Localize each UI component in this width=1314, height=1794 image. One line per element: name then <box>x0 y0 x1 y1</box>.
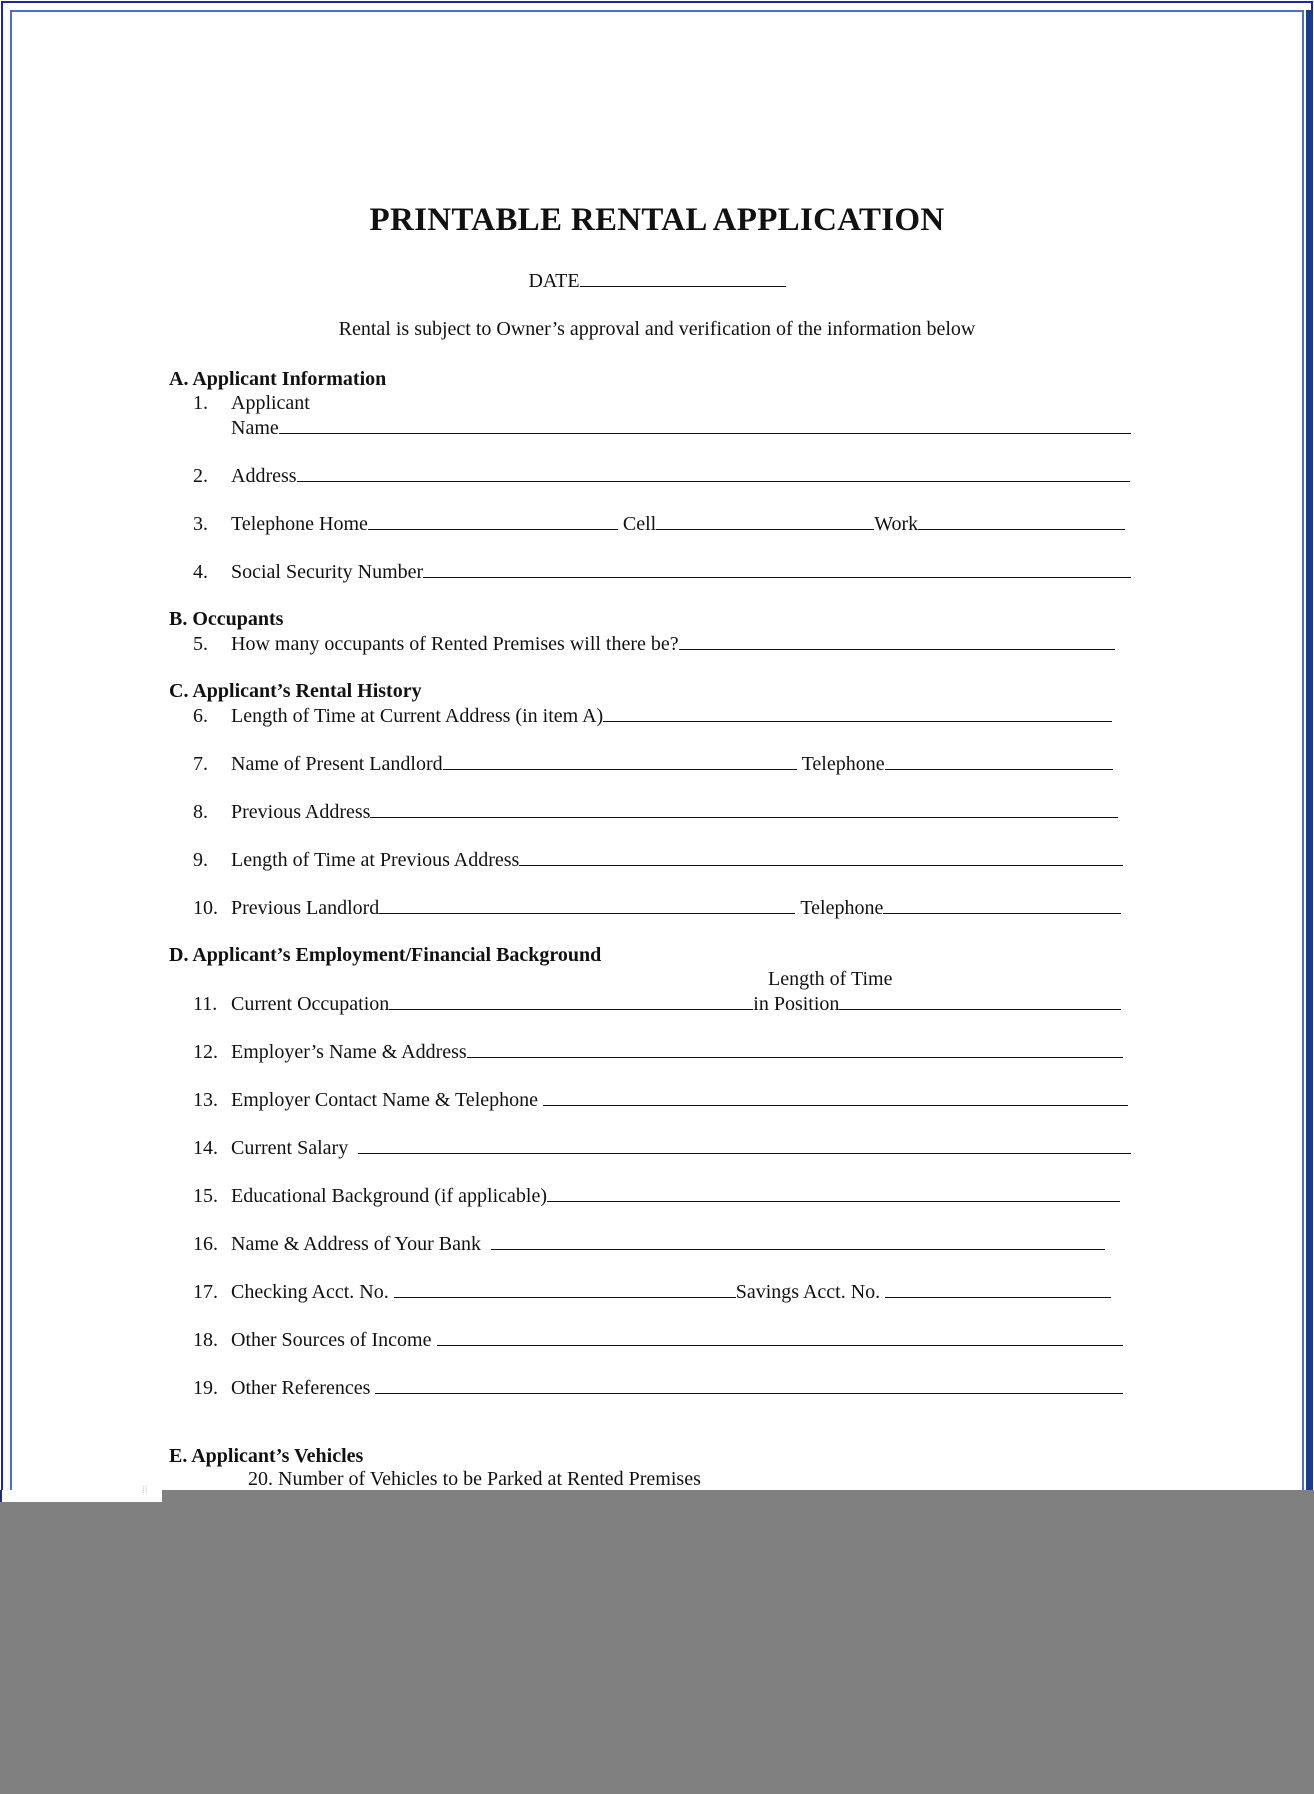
section-e-heading: E. Applicant’s Vehicles <box>169 1445 364 1467</box>
savings-label: Savings Acct. No. <box>735 1281 881 1303</box>
item-11-current-occupation <box>193 991 1121 1016</box>
item-label: Applicant <box>231 392 310 414</box>
present-landlord-blank[interactable] <box>443 751 797 770</box>
employer-contact-blank[interactable] <box>543 1087 1128 1106</box>
page-frame-shadow <box>1306 10 1313 1490</box>
item-label: Address <box>231 465 297 487</box>
previous-address-blank[interactable] <box>370 799 1118 818</box>
item-label: Other References <box>231 1377 371 1399</box>
item-3-telephone <box>193 511 1125 536</box>
other-income-blank[interactable] <box>437 1327 1123 1346</box>
item-number: 17. <box>193 1281 218 1303</box>
item-label: Number of Vehicles to be Parked at Rented Premises <box>278 1468 701 1490</box>
item-number: 1. <box>193 392 208 414</box>
current-occupation-blank[interactable] <box>389 991 753 1010</box>
item-13-employer-contact <box>193 1087 1128 1112</box>
item-label: Employer’s Name & Address <box>231 1041 467 1063</box>
item-6-current-address-time <box>193 703 1112 728</box>
gray-overlay <box>0 1490 1314 1794</box>
employer-name-address-blank[interactable] <box>467 1039 1123 1058</box>
item-label: Name & Address of Your Bank <box>231 1233 481 1255</box>
item-20-vehicles <box>248 1467 701 1491</box>
savings-account-blank[interactable] <box>885 1279 1111 1298</box>
item-1-applicant-name <box>193 391 310 415</box>
checking-account-blank[interactable] <box>394 1279 736 1298</box>
item-number: 5. <box>193 633 208 655</box>
telephone-label: Telephone <box>801 753 885 775</box>
item-1-applicant-name-line2 <box>231 415 1131 440</box>
item-label: Social Security Number <box>231 561 424 583</box>
item-number: 15. <box>193 1185 218 1207</box>
item-number: 10. <box>193 897 218 919</box>
item-label: Educational Background (if applicable) <box>231 1185 547 1207</box>
page-edge-tab <box>0 1490 162 1502</box>
date-label: DATE <box>528 270 580 292</box>
occupants-blank[interactable] <box>679 631 1115 650</box>
bank-name-address-blank[interactable] <box>491 1231 1105 1250</box>
item-label: Previous Address <box>231 801 371 823</box>
item-9-previous-address-time <box>193 847 1123 872</box>
item-16-bank-name-address <box>193 1231 1105 1256</box>
section-a-heading: A. Applicant Information <box>169 368 387 390</box>
present-landlord-telephone-blank[interactable] <box>885 751 1113 770</box>
item-number: 16. <box>193 1233 218 1255</box>
item-label: Length of Time at Previous Address <box>231 849 520 871</box>
item-17-bank-accounts <box>193 1279 1111 1304</box>
item-number: 14. <box>193 1137 218 1159</box>
other-references-blank[interactable] <box>375 1375 1123 1394</box>
item-number: 19. <box>193 1377 218 1399</box>
item-number: 6. <box>193 705 208 727</box>
item-number: 12. <box>193 1041 218 1063</box>
telephone-home-blank[interactable] <box>368 511 618 530</box>
item-label: Previous Landlord <box>231 897 380 919</box>
item-number: 8. <box>193 801 208 823</box>
date-field <box>0 268 1314 293</box>
item-number: 7. <box>193 753 208 775</box>
item-label: Employer Contact Name & Telephone <box>231 1089 539 1111</box>
ssn-blank[interactable] <box>423 559 1131 578</box>
item-12-employer-name-address <box>193 1039 1123 1064</box>
item-2-address <box>193 463 1130 488</box>
item-label: Checking Acct. No. <box>231 1281 389 1303</box>
previous-landlord-telephone-blank[interactable] <box>883 895 1121 914</box>
length-in-position-blank[interactable] <box>839 991 1121 1010</box>
item-19-other-references <box>193 1375 1123 1400</box>
length-of-time-label: Length of Time <box>768 968 893 990</box>
item-18-other-income <box>193 1327 1123 1352</box>
telephone-label: Telephone <box>800 897 884 919</box>
in-position-label: in Position <box>753 993 840 1015</box>
item-7-present-landlord <box>193 751 1113 776</box>
document-subtitle: Rental is subject to Owner’s approval and verification of the information below <box>338 318 976 340</box>
item-number: 20. <box>248 1468 273 1490</box>
section-c-heading: C. Applicant’s Rental History <box>169 680 422 702</box>
item-number: 4. <box>193 561 208 583</box>
item-5-occupants <box>193 631 1115 656</box>
section-d-heading: D. Applicant’s Employment/Financial Background <box>169 944 602 966</box>
item-number: 11. <box>193 993 218 1015</box>
work-blank[interactable] <box>918 511 1125 530</box>
item-number: 9. <box>193 849 208 871</box>
date-blank[interactable] <box>580 268 786 287</box>
item-15-educational-background <box>193 1183 1120 1208</box>
resize-handle-icon: ⁞⁞ <box>142 1485 148 1496</box>
item-label: Current Occupation <box>231 993 390 1015</box>
cell-blank[interactable] <box>656 511 874 530</box>
item-label: Length of Time at Current Address (in item A) <box>231 705 604 727</box>
applicant-name-blank[interactable] <box>279 415 1131 434</box>
item-label: How many occupants of Rented Premises will there be? <box>231 633 679 655</box>
educational-background-blank[interactable] <box>547 1183 1120 1202</box>
item-number: 13. <box>193 1089 218 1111</box>
item-label: Telephone Home <box>231 513 368 535</box>
current-address-time-blank[interactable] <box>603 703 1112 722</box>
previous-landlord-blank[interactable] <box>379 895 795 914</box>
item-label: Other Sources of Income <box>231 1329 432 1351</box>
item-10-previous-landlord <box>193 895 1121 920</box>
work-label: Work <box>874 513 919 535</box>
item-14-current-salary <box>193 1135 1131 1160</box>
cell-label: Cell <box>622 513 657 535</box>
item-label: Name of Present Landlord <box>231 753 443 775</box>
current-salary-blank[interactable] <box>358 1135 1131 1154</box>
item-number: 18. <box>193 1329 218 1351</box>
item-8-previous-address <box>193 799 1118 824</box>
item-label: Current Salary <box>231 1137 349 1159</box>
section-b-heading: B. Occupants <box>169 608 284 630</box>
previous-address-time-blank[interactable] <box>519 847 1123 866</box>
document-title: PRINTABLE RENTAL APPLICATION <box>369 202 945 238</box>
item-number: 2. <box>193 465 208 487</box>
address-blank[interactable] <box>297 463 1130 482</box>
item-4-ssn <box>193 559 1131 584</box>
item-number: 3. <box>193 513 208 535</box>
item-label: Name <box>231 417 279 439</box>
